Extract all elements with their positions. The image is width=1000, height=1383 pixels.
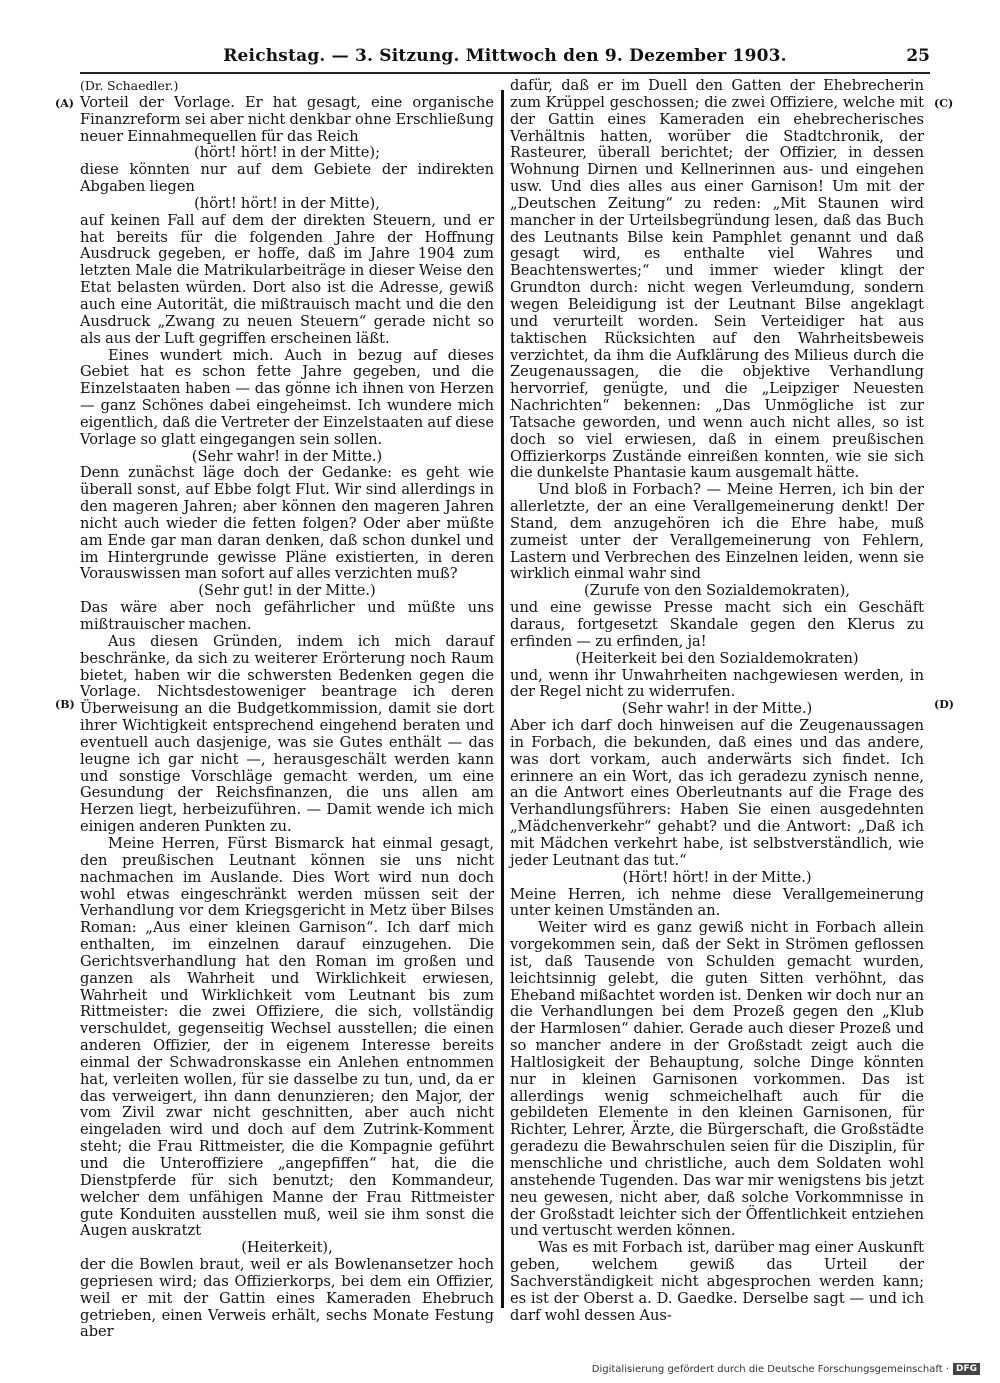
margin-marker-b: (B) xyxy=(55,698,75,711)
interjection: (Sehr wahr! in der Mitte.) xyxy=(191,447,383,465)
footer-text: Digitalisierung gefördert durch die Deutsche Forschungsgemeinschaft · xyxy=(591,1363,949,1375)
paragraph: dafür, daß er im Duell den Gatten der Ehebrecherin zum Krüppel geschossen; die zwei Offiziere, welche mit der Gattin eines Kameraden ein ehebrecherisches Verhältnis hatten, worüber die Stadtchronik, der Rasteurer, überall berichtet; der Offizier, in dessen Wohnung Dirnen und Kellnerinnen aus- und eingehen usw. Und dies alles aus einer Garnison! Um mit der „Deutschen Zeitung“ zu reden: „Mit Staunen wird mancher in der Urteilsbegründung lesen, daß das Buch des Leutnants Bilse kein Pamphlet genannt und daß gesagt wird, es enthalte viel Wahres und Beachtenswertes;“ und immer wieder klingt der Grundton durch: nicht wegen Verleumdung, sondern wegen Beleidigung ist der Leutnant Bilse angeklagt und verurteilt worden. Sein Verteidiger hat aus taktischen Rücksichten auf den Wahrheitsbeweis verzichtet, da ihm die Aufklärung des Milieus durch die Zeugenaussagen, die die objektive Verhandlung hervorrief, genügte, und die „Leipziger Neuesten Nachrichten“ bekennen: „Das Unmögliche ist zur Tatsache geworden, und wenn auch nicht alles, so ist doch so viel erwiesen, daß in einem preußischen Offizierkorps Zustände einreißen konnten, wie sie sich die dunkelste Phantasie kaum ausgemalt hätte. xyxy=(510,77,924,482)
paragraph: Was es mit Forbach ist, darüber mag einer Auskunft geben, welchem gewiß das Urteil der Sachverständigkeit nicht abgesprochen werden kann; es ist der Oberst a. D. Gaedke. Derselbe sagt — und ich darf wohl dessen Aus- xyxy=(510,1239,924,1324)
footer-credit xyxy=(592,1363,980,1375)
interjection: (Sehr wahr! in der Mitte.) xyxy=(621,700,813,718)
margin-marker-a: (A) xyxy=(55,97,74,110)
interjection: (Heiterkeit), xyxy=(241,1239,333,1257)
paragraph: Und bloß in Forbach? — Meine Herren, ich bin der allerletzte, der an eine Verallgemeinerung denkt! Der Stand, dem anzugehören ich die Ehre habe, muß zumeist unter der Verallgemeinerung von Fehlern, Lastern und Verbrechen des Einzelnen leiden, wenn sie wirklich einmal wahr sind xyxy=(510,481,924,583)
paragraph: Weiter wird es ganz gewiß nicht in Forbach allein vorgekommen sein, daß der Sekt in Strömen geflossen ist, daß Tausende von Schulden gemacht wurden, leichtsinnig gelebt, die guten Sitten verhöhnt, das Eheband mißachtet worden ist. Denken wir doch nur an die Verhandlungen bei dem Prozeß gegen den „Klub der Harmlosen“ dahier. Gerade auch dieser Prozeß und so mancher andere in der Großstadt zeigt auch die Haltlosigkeit der Behauptung, solche Dinge könnten nur in kleinen Garnisonen vorkommen. Das ist allerdings wenig schmeichelhaft auch für die gebildeten Elemente in den kleinen Garnisonen, für Richter, Lehrer, Ärzte, die Bürgerschaft, die Großstädte geradezu die Bewahrschulen seien für die Disziplin, für menschliche und christliche, auch dem Soldaten wohl anstehende Tugenden. Das war mir wenigstens bis jetzt neu gewesen, nicht aber, daß solche Vorkommnisse in der Großstadt leichter sich der Öffentlichkeit entziehen und vertuscht werden können. xyxy=(510,919,924,1240)
paragraph: Meine Herren, ich nehme diese Verallgemeinerung unter keinen Umständen an. xyxy=(510,885,924,920)
paragraph: und, wenn ihr Unwahrheiten nachgewiesen werden, in der Regel nicht zu widerrufen. xyxy=(510,666,924,701)
paragraph: auf keinen Fall auf dem der direkten Steuern, und er hat bereits für die folgenden Jahre der Hoffnung Ausdruck gegeben, er hoffe, daß im Jahre 1904 zum letzten Male die Matrikularbeiträge in dieser Weise den Etat belasten würden. Dort also ist die Adresse, gewiß auch eine Autorität, die mißtrauisch macht und die den Ausdruck „Zwang zu neuen Steuern“ gerade nicht so als aus der Luft gegriffen erscheinen läßt. xyxy=(80,211,494,347)
interjection: (Sehr gut! in der Mitte.) xyxy=(198,582,376,600)
interjection: (Heiterkeit bei den Sozialdemokraten) xyxy=(575,649,859,667)
margin-marker-d: (D) xyxy=(934,698,954,711)
paragraph: Eines wundert mich. Auch in bezug auf dieses Gebiet hat es schon fette Jahre gegeben, und die Einzelstaaten haben — das gönne ich ihnen von Herzen — ganz Schönes dabei eingeheimst. Ich wundere mich eigentlich, daß die Vertreter der Einzelstaaten auf diese Vorlage so glatt eingegangen sein sollen. xyxy=(80,346,494,448)
interjection: (hört! hört! in der Mitte), xyxy=(194,194,380,212)
dfg-logo-icon: DFG xyxy=(953,1363,980,1375)
interjection: (Hört! hört! in der Mitte.) xyxy=(622,868,812,886)
paragraph: und eine gewisse Presse macht sich ein Geschäft daraus, fortgesetzt Skandale gegen den Klerus zu erfinden — zu erfinden, ja! xyxy=(510,599,924,650)
paragraph: Vorteil der Vorlage. Er hat gesagt, eine organische Finanzreform sei aber nicht denkbar ohne Erschließung neuer Einnahmequellen für das Reich xyxy=(80,93,494,145)
margin-marker-c: (C) xyxy=(934,97,954,110)
paragraph: Meine Herren, Fürst Bismarck hat einmal gesagt, den preußischen Leutnant können sie uns nicht nachmachen im Auslande. Dies Wort wird nun doch wohl etwas eingeschränkt werden müssen seit der Verhandlung vor dem Kriegsgericht in Metz über Bilses Roman: „Aus einer kleinen Garnison“. Ich darf mich enthalten, im einzelnen darauf einzugehen. Die Gerichtsverhandlung hat den Roman im großen und ganzen als Wahrheit und Wirklichkeit erwiesen, Wahrheit und Wirklichkeit vom Leutnant bis zum Rittmeister: die zwei Offiziere, die sich, vollständig verschuldet, gegenseitig Wechsel ausstellen; die einen anderen Offizier, der in eigenem Interesse bereits einmal der Schwadronskasse ein Anlehen entnommen hat, verleiten wollen, für sie dasselbe zu tun, und, da er das verweigert, ihn dann denunzieren; den Major, der vom Zivil zwar nicht geschnitten, aber auch nicht eingeladen wird und doch auf dem Zutrink-Komment steht; die Frau Rittmeister, die die Kompagnie geführt und die Unteroffiziere „angepfiffen“ hat, die die Dienstpferde für sich benutzt; den Kommandeur, welcher dem unfähigen Manne der Frau Rittmeister gute Konduiten ausstellen muß, weil sie ihm sonst die Augen auskratzt xyxy=(80,834,494,1240)
column-divider xyxy=(501,90,504,1308)
running-title: Reichstag. — 3. Sitzung. Mittwoch den 9. Dezember 1903. xyxy=(223,46,787,66)
paragraph: Das wäre aber noch gefährlicher und müßte uns mißtrauischer machen. xyxy=(80,599,494,633)
paragraph: diese könnten nur auf dem Gebiete der indirekten Abgaben liegen xyxy=(80,161,494,196)
paragraph: Aus diesen Gründen, indem ich mich darauf beschränke, da sich zu weiterer Erörterung noch Raum bietet, haben wir die schwersten Bedenken gegen die Vorlage. Nichtsdestoweniger beantrage ich deren Überweisung an die Budgetkommission, damit sie dort ihrer Wichtigkeit entsprechend eingehend beraten und eventuell auch dasjenige, was sie Gutes enthält — das leugne ich gar nicht —, herausgeschält werden kann und sonstige Vorschläge gemacht werden, um eine Gesundung der Reichsfinanzen, die uns allen am Herzen liegt, herbeizuführen. — Damit wende ich mich einigen anderen Punkten zu. xyxy=(80,632,494,836)
paragraph: der die Bowlen braut, weil er als Bowlenansetzer hoch gepriesen wird; das Offizierkorps, bei dem ein Offizier, weil er mit der Gattin eines Kameraden Ehebruch getrieben, einen Verweis erhält, sechs Monate Festung aber xyxy=(80,1256,494,1341)
speaker-label: (Dr. Schaedler.) xyxy=(80,78,179,93)
paragraph: Aber ich darf doch hinweisen auf die Zeugenaussagen in Forbach, die bekunden, daß eines und das andere, was dort vorkam, auch anderwärts sich findet. Ich erinnere an ein Wort, das ich geradezu zynisch nenne, an die Antwort eines Oberleutnants auf die Frage des Verhandlungsführers: Haben Sie einen ausgedehnten „Mädchenverkehr“ gehabt? und die Antwort: „Daß ich mit Mädchen verkehrt habe, ist selbstverständlich, wie jeder Leutnant das tut.“ xyxy=(510,717,924,869)
interjection: (hört! hört! in der Mitte); xyxy=(193,144,381,162)
left-column xyxy=(80,78,494,1341)
page-number: 25 xyxy=(906,46,930,66)
page-header xyxy=(80,46,930,74)
right-column xyxy=(510,78,924,1324)
interjection: (Zurufe von den Sozialdemokraten), xyxy=(583,582,851,600)
paragraph: Denn zunächst läge doch der Gedanke: es geht wie überall sonst, auf Ebbe folgt Flut. Wir sind allerdings in den mageren Jahren; aber können den mageren Jahren nicht auch wieder die fetten folgen? Oder aber müßte am Ende gar man daran denken, daß schon dunkel und im Hintergrunde gewisse Pläne existierten, in deren Vorauswissen man sofort auf alles verzichten muß? xyxy=(80,464,494,583)
